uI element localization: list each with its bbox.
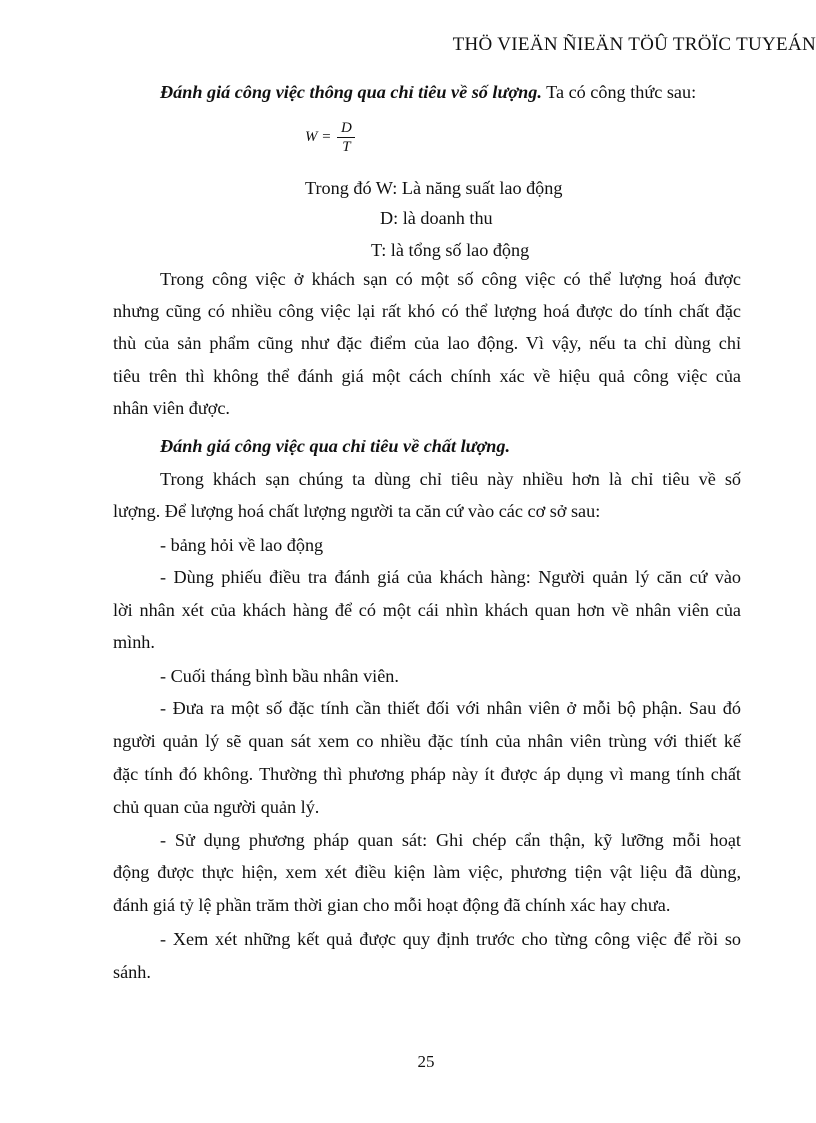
formula-where-3: T: là tổng số lao động [371, 240, 530, 260]
formula-fraction [337, 119, 355, 156]
page-number: 25 [417, 1052, 435, 1071]
paragraph-line: động được thực hiện, xem xét điều kiện làm việc, phương tiện vật liệu đã dùng, [113, 862, 741, 882]
paragraph-line: sánh. [113, 962, 151, 982]
formula-where-2: D: là doanh thu [380, 208, 493, 228]
paragraph-line: mình. [113, 632, 155, 652]
running-header: THÖ VIEÄN ÑIEÄN TÖÛ TRÖÏC TUYEÁN [452, 34, 816, 55]
section1-heading: Đánh giá công việc thông qua chỉ tiêu về số lượng. [160, 82, 542, 102]
section1-heading-line [160, 80, 741, 104]
formula-lhs: W = [305, 128, 332, 145]
paragraph-line: nhân viên được. [113, 398, 230, 418]
list-item: - Cuối tháng bình bầu nhân viên. [160, 666, 399, 686]
paragraph-line: đặc tính đó không. Thường thì phương pháp này ít được áp dụng vì mang tính chất [113, 764, 741, 784]
list-item: - Sử dụng phương pháp quan sát: Ghi chép cẩn thận, kỹ lưỡng mỗi hoạt [160, 830, 741, 850]
paragraph-line: tiêu trên thì không thể đánh giá một cách chính xác về hiệu quả công việc của [113, 366, 741, 386]
section2-heading: Đánh giá công việc qua chỉ tiêu về chất lượng. [160, 436, 511, 456]
productivity-formula [305, 114, 355, 160]
paragraph-line: nhưng cũng có nhiều công việc lại rất khó có thể lượng hoá được do tính chất đặc [113, 301, 741, 321]
paragraph-line: người quản lý sẽ quan sát xem co nhiều đặc tính của nhân viên trùng với thiết kế [113, 731, 741, 751]
list-item: - Đưa ra một số đặc tính cần thiết đối với nhân viên ở mỗi bộ phận. Sau đó [160, 698, 741, 718]
section1-heading-tail: Ta có công thức sau: [541, 82, 697, 102]
paragraph-line: Trong công việc ở khách sạn có một số công việc có thể lượng hoá được [160, 269, 741, 289]
list-item: - Xem xét những kết quả được quy định trước cho từng công việc để rồi so [160, 929, 741, 949]
list-item: - Dùng phiếu điều tra đánh giá của khách hàng: Người quản lý căn cứ vào [160, 567, 741, 587]
formula-numerator: D [340, 119, 352, 136]
paragraph-line: lượng. Để lượng hoá chất lượng người ta căn cứ vào các cơ sở sau: [113, 501, 601, 521]
paragraph-line: Trong khách sạn chúng ta dùng chỉ tiêu này nhiều hơn là chỉ tiêu về số [160, 469, 741, 489]
paragraph-line: đánh giá tỷ lệ phần trăm thời gian cho mỗi hoạt động đã chính xác hay chưa. [113, 895, 671, 915]
paragraph-line: chủ quan của người quản lý. [113, 797, 320, 817]
paragraph-line: thù của sản phẩm cũng như đặc điểm của lao động. Vì vậy, nếu ta chỉ dùng chỉ [113, 333, 741, 353]
list-item: - bảng hỏi về lao động [160, 535, 324, 555]
formula-where-1: Trong đó W: Là năng suất lao động [305, 178, 563, 198]
paragraph-line: lời nhân xét của khách hàng để có một cái nhìn khách quan hơn về nhân viên của [113, 600, 741, 620]
formula-denominator: T [342, 138, 351, 155]
